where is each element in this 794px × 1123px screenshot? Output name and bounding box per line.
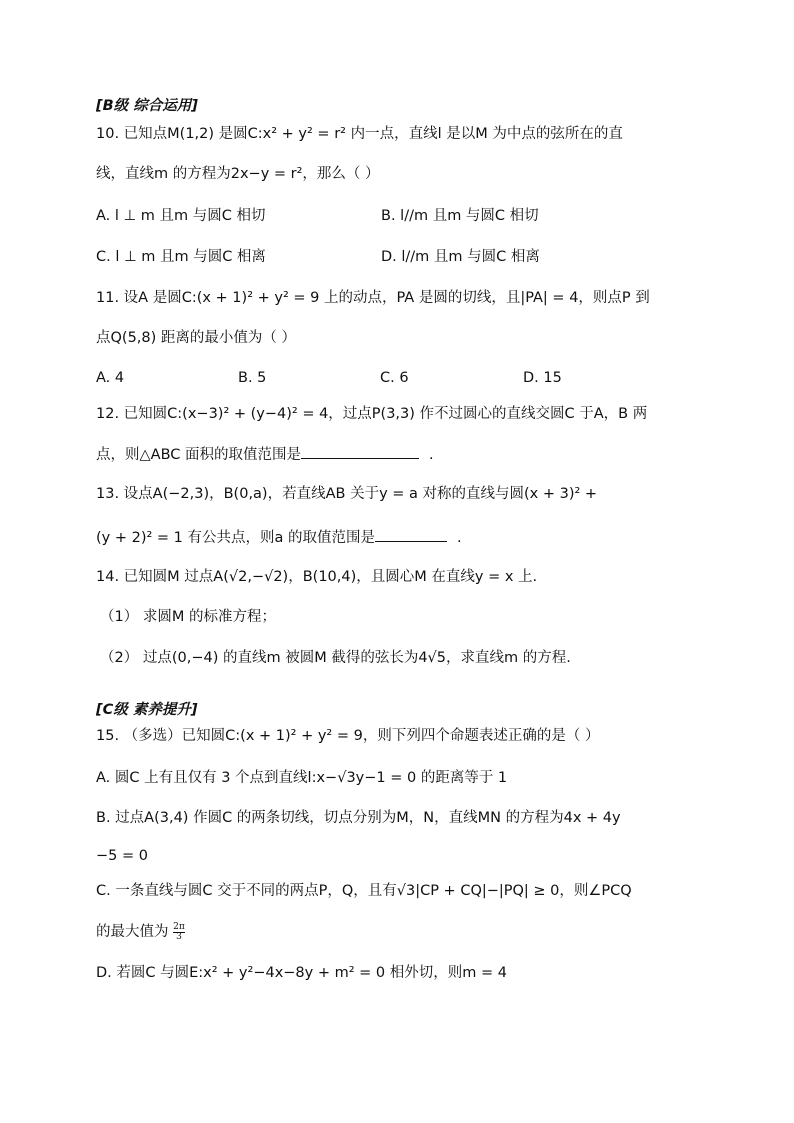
q13-period: . — [457, 530, 462, 546]
q12-answer-blank[interactable] — [301, 443, 419, 459]
fraction-numerator: 2π — [173, 921, 185, 932]
q10-option-d: D. l//m 且m 与圆C 相离 — [381, 249, 540, 265]
q13-answer-blank[interactable] — [375, 526, 447, 542]
q12-line2-text: 点，则△ABC 面积的取值范围是 — [96, 447, 301, 463]
section-c-heading: [C级 素养提升] — [96, 702, 198, 718]
q15-line1: 15. （多选）已知圆C:(x + 1)² + y² = 9，则下列四个命题表述正确的是（ ） — [96, 728, 600, 744]
q15-option-c-line2-text: 的最大值为 — [96, 924, 169, 940]
q10-option-b: B. l//m 且m 与圆C 相切 — [381, 208, 539, 224]
q12-line1: 12. 已知圆C:(x−3)² + (y−4)² = 4，过点P(3,3) 作不过圆心的直线交圆C 于A，B 两 — [96, 406, 648, 422]
q14-sub2: （2） 过点(0,−4) 的直线m 被圆M 截得的弦长为4√5，求直线m 的方程. — [100, 650, 571, 666]
q12-period: . — [429, 447, 434, 463]
q13-line1: 13. 设点A(−2,3)，B(0,a)，若直线AB 关于y = a 对称的直线与圆(x + 3)² + — [96, 486, 598, 502]
q11-option-b: B. 5 — [238, 370, 267, 386]
q10-line2: 线，直线m 的方程为2x−y = r²，那么（ ） — [96, 166, 380, 182]
q10-option-c: C. l ⊥ m 且m 与圆C 相离 — [96, 249, 266, 265]
two-pi-over-three-fraction — [173, 923, 185, 942]
q15-option-b-line2: −5 = 0 — [96, 848, 148, 864]
q15-option-b-line1: B. 过点A(3,4) 作圆C 的两条切线，切点分别为M，N，直线MN 的方程为4x + 4y — [96, 810, 621, 826]
q11-option-a: A. 4 — [96, 370, 125, 386]
q15-option-c-line2 — [96, 922, 185, 942]
q13-line2 — [96, 526, 462, 548]
q15-option-c-line1: C. 一条直线与圆C 交于不同的两点P，Q，且有√3|CP + CQ|−|PQ| ≥ 0，则∠PCQ — [96, 883, 632, 899]
q14-sub1: （1） 求圆M 的标准方程； — [100, 609, 276, 625]
q15-option-d: D. 若圆C 与圆E:x² + y²−4x−8y + m² = 0 相外切，则m = 4 — [96, 965, 507, 981]
q10-line1: 10. 已知点M(1,2) 是圆C:x² + y² = r² 内一点，直线l 是以M 为中点的弦所在的直 — [96, 126, 623, 142]
q14-line1: 14. 已知圆M 过点A(√2,−√2)，B(10,4)，且圆心M 在直线y = x 上. — [96, 569, 538, 585]
q10-option-a: A. l ⊥ m 且m 与圆C 相切 — [96, 208, 266, 224]
q12-line2 — [96, 443, 434, 465]
q11-line2: 点Q(5,8) 距离的最小值为（ ） — [96, 330, 297, 346]
q11-option-c: C. 6 — [380, 370, 409, 386]
fraction-denominator: 3 — [176, 931, 182, 942]
q11-option-d: D. 15 — [523, 370, 562, 386]
q15-option-a: A. 圆C 上有且仅有 3 个点到直线l:x−√3y−1 = 0 的距离等于 1 — [96, 770, 508, 786]
section-b-heading: [B级 综合运用] — [96, 98, 198, 114]
q11-line1: 11. 设A 是圆C:(x + 1)² + y² = 9 上的动点，PA 是圆的切线，且|PA| = 4，则点P 到 — [96, 290, 650, 306]
q13-line2-text: (y + 2)² = 1 有公共点，则a 的取值范围是 — [96, 530, 375, 546]
